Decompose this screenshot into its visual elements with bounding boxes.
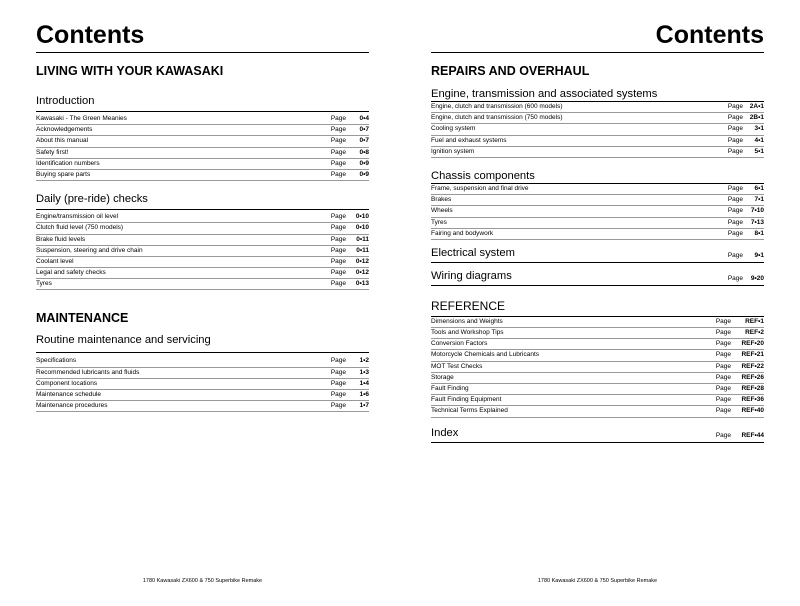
page-footer: 1780 Kawasaki ZX600 & 750 Superbike Remake bbox=[537, 578, 658, 584]
page-word: Page bbox=[715, 351, 731, 359]
page-word: Page bbox=[715, 431, 731, 439]
toc-entry-label: Brake fluid levels bbox=[36, 235, 86, 243]
toc-entry[interactable] bbox=[36, 401, 369, 412]
toc-entry[interactable] bbox=[36, 223, 369, 234]
page-number: 1•2 bbox=[359, 357, 369, 365]
page-number: 0•12 bbox=[355, 257, 369, 265]
page-footer: 1780 Kawasaki ZX600 & 750 Superbike Remake bbox=[142, 578, 263, 584]
group-divider bbox=[36, 209, 369, 210]
toc-list-maintenance bbox=[36, 356, 369, 412]
toc-entry-label: Engine, clutch and transmission (600 models) bbox=[431, 103, 563, 110]
group-title-daily-checks: Daily (pre-ride) checks bbox=[36, 193, 148, 206]
toc-entry-label: Suspension, steering and drive chain bbox=[36, 246, 143, 254]
toc-list-introduction bbox=[36, 114, 369, 181]
toc-entry-label: Clutch fluid level (750 models) bbox=[36, 224, 124, 232]
toc-entry[interactable] bbox=[36, 235, 369, 246]
page-number: 0•11 bbox=[356, 246, 369, 254]
page-number: 7•1 bbox=[754, 196, 764, 204]
page-word: Page bbox=[727, 184, 743, 192]
page-number: 3•1 bbox=[754, 125, 764, 133]
page-number: 5•1 bbox=[754, 147, 764, 155]
toc-entry-label: About this manual bbox=[36, 137, 89, 145]
toc-list-engine bbox=[431, 102, 764, 158]
page-word: Page bbox=[715, 362, 731, 370]
toc-entry-label: Frame, suspension and final drive bbox=[431, 184, 529, 192]
toc-entry-label: Brakes bbox=[431, 196, 452, 204]
page-number: 0•10 bbox=[355, 224, 369, 232]
toc-entry[interactable] bbox=[431, 184, 764, 195]
group-title-electrical: Electrical system bbox=[431, 246, 515, 259]
page-word: Page bbox=[330, 246, 346, 254]
page-number: 6•1 bbox=[754, 184, 764, 192]
page-word: Page bbox=[715, 317, 731, 325]
group-divider bbox=[431, 442, 764, 443]
toc-entry-label: Recommended lubricants and fluids bbox=[36, 368, 140, 376]
group-divider bbox=[431, 262, 764, 263]
page-word: Page bbox=[715, 329, 731, 337]
toc-entry-label: Tyres bbox=[431, 218, 447, 226]
group-divider bbox=[36, 352, 369, 353]
toc-entry-label: Dimensions and Weights bbox=[431, 317, 503, 325]
page-number: 2A•1 bbox=[749, 103, 764, 110]
section-heading-maintenance: MAINTENANCE bbox=[36, 311, 129, 326]
page-word: Page bbox=[330, 224, 346, 232]
toc-entry-label: MOT Test Checks bbox=[431, 362, 483, 370]
toc-entry-label: Fairing and bodywork bbox=[431, 229, 494, 237]
page-word: Page bbox=[330, 269, 346, 277]
toc-entry-label: Ignition system bbox=[431, 147, 475, 155]
toc-entry[interactable] bbox=[431, 113, 764, 124]
page-number: 7•13 bbox=[750, 218, 764, 226]
toc-entry[interactable] bbox=[431, 195, 764, 206]
toc-entry-label: Legal and safety checks bbox=[36, 269, 106, 277]
toc-entry-label: Safety first! bbox=[36, 148, 69, 156]
toc-entry[interactable] bbox=[36, 170, 369, 181]
page-word: Page bbox=[715, 373, 731, 381]
toc-entry-label: Conversion Factors bbox=[431, 340, 488, 348]
toc-list-reference bbox=[431, 317, 764, 418]
toc-entry-label: Engine, clutch and transmission (750 models) bbox=[431, 114, 563, 122]
page-title: Contents bbox=[36, 21, 145, 49]
page-number: 2B•1 bbox=[749, 114, 764, 122]
toc-entry[interactable] bbox=[36, 212, 369, 223]
page-number: REF•1 bbox=[745, 317, 764, 325]
page-number: 0•12 bbox=[355, 269, 369, 277]
toc-entry[interactable] bbox=[36, 268, 369, 279]
toc-entry-label: Kawasaki - The Green Meanies bbox=[36, 115, 127, 122]
toc-entry[interactable] bbox=[431, 136, 764, 147]
toc-entry-label: Maintenance procedures bbox=[36, 402, 108, 410]
toc-entry-index[interactable] bbox=[431, 426, 764, 442]
toc-entry[interactable] bbox=[36, 279, 369, 290]
page-word: Page bbox=[727, 125, 743, 133]
toc-entry-label: Wheels bbox=[431, 207, 453, 215]
page-word: Page bbox=[330, 115, 346, 122]
page-number: REF•28 bbox=[741, 385, 764, 392]
toc-entry[interactable] bbox=[431, 317, 764, 328]
page-word: Page bbox=[330, 126, 346, 134]
page-word: Page bbox=[727, 114, 743, 122]
toc-entry-electrical[interactable] bbox=[431, 246, 764, 262]
page-number: 0•8 bbox=[359, 148, 369, 156]
section-heading-repairs: REPAIRS AND OVERHAUL bbox=[431, 64, 590, 78]
toc-entry-label: Technical Terms Explained bbox=[431, 407, 508, 415]
toc-entry-label: Specifications bbox=[36, 357, 77, 365]
page-number: REF•2 bbox=[745, 329, 764, 337]
toc-entry[interactable] bbox=[431, 124, 764, 135]
page-word: Page bbox=[715, 396, 731, 404]
toc-entry[interactable] bbox=[431, 395, 764, 406]
toc-entry[interactable] bbox=[431, 339, 764, 350]
group-title-reference: REFERENCE bbox=[431, 298, 506, 313]
page-word: Page bbox=[330, 235, 346, 243]
page-word: Page bbox=[330, 148, 346, 156]
toc-entry-label: Acknowledgements bbox=[36, 126, 93, 134]
toc-entry-label: Buying spare parts bbox=[36, 170, 91, 178]
toc-entry-label: Maintenance schedule bbox=[36, 391, 102, 398]
toc-list-chassis bbox=[431, 184, 764, 240]
page-number: 8•1 bbox=[754, 229, 764, 237]
page-word: Page bbox=[727, 196, 743, 204]
toc-entry[interactable] bbox=[431, 384, 764, 395]
toc-entry[interactable] bbox=[431, 218, 764, 229]
page-number: 1•4 bbox=[359, 379, 369, 387]
page-number: 0•7 bbox=[359, 137, 369, 145]
page-number: 1•6 bbox=[359, 391, 369, 398]
page-word: Page bbox=[727, 136, 743, 144]
page-word: Page bbox=[330, 280, 346, 288]
toc-list-daily-checks bbox=[36, 212, 369, 290]
page-number: 0•4 bbox=[359, 115, 369, 122]
page-number: 0•10 bbox=[355, 213, 369, 221]
page-word: Page bbox=[727, 251, 743, 259]
toc-entry[interactable] bbox=[431, 373, 764, 384]
title-divider bbox=[36, 52, 369, 53]
page-number: 1•7 bbox=[359, 402, 369, 410]
toc-entry[interactable] bbox=[431, 406, 764, 417]
group-divider bbox=[431, 285, 764, 286]
page-word: Page bbox=[330, 368, 346, 376]
group-divider bbox=[36, 111, 369, 112]
toc-entry-label: Fuel and exhaust systems bbox=[431, 136, 507, 144]
toc-entry[interactable] bbox=[36, 356, 369, 367]
page-word: Page bbox=[330, 379, 346, 387]
page-number: 9•1 bbox=[754, 251, 764, 259]
page-number: 0•11 bbox=[356, 235, 369, 243]
toc-entry-label: Tyres bbox=[36, 280, 52, 288]
page-word: Page bbox=[330, 170, 346, 178]
page-number: 4•1 bbox=[754, 136, 764, 144]
toc-entry-wiring[interactable] bbox=[431, 269, 764, 285]
group-title-engine: Engine, transmission and associated systems bbox=[431, 88, 658, 100]
title-divider bbox=[431, 52, 764, 53]
toc-entry[interactable] bbox=[36, 246, 369, 257]
page-word: Page bbox=[727, 218, 743, 226]
page-word: Page bbox=[715, 340, 731, 348]
page-word: Page bbox=[727, 147, 743, 155]
page-number: REF•44 bbox=[741, 431, 764, 439]
toc-entry-label: Fault Finding bbox=[431, 385, 469, 392]
page-number: REF•22 bbox=[741, 362, 764, 370]
page-word: Page bbox=[330, 213, 346, 221]
page-word: Page bbox=[330, 137, 346, 145]
page-number: REF•20 bbox=[741, 340, 764, 348]
page-number: REF•21 bbox=[741, 351, 764, 359]
toc-entry-label: Motorcycle Chemicals and Lubricants bbox=[431, 351, 540, 359]
page-word: Page bbox=[727, 103, 743, 110]
toc-entry[interactable] bbox=[36, 136, 369, 147]
page-word: Page bbox=[715, 407, 731, 415]
toc-entry[interactable] bbox=[431, 147, 764, 158]
section-heading-living: LIVING WITH YOUR KAWASAKI bbox=[36, 64, 224, 78]
toc-entry-label: Cooling system bbox=[431, 125, 476, 133]
page-number: 0•7 bbox=[359, 126, 369, 134]
toc-entry-label: Identification numbers bbox=[36, 159, 100, 167]
toc-entry-label: Tools and Workshop Tips bbox=[431, 329, 504, 337]
group-title-introduction: Introduction bbox=[36, 95, 95, 107]
toc-entry[interactable] bbox=[431, 102, 764, 113]
right-page bbox=[431, 0, 764, 606]
toc-entry[interactable] bbox=[36, 257, 369, 268]
toc-entry[interactable] bbox=[36, 114, 369, 125]
toc-entry-label: Coolant level bbox=[36, 257, 74, 265]
page-word: Page bbox=[330, 402, 346, 410]
page-word: Page bbox=[330, 391, 346, 398]
page-word: Page bbox=[727, 229, 743, 237]
toc-entry-label: Storage bbox=[431, 373, 454, 381]
page-word: Page bbox=[727, 274, 743, 282]
group-title-chassis: Chassis components bbox=[431, 169, 535, 182]
page-number: 0•9 bbox=[359, 170, 369, 178]
toc-entry-label: Component locations bbox=[36, 379, 98, 387]
toc-entry-label: Engine/transmission oil level bbox=[36, 213, 119, 221]
page-word: Page bbox=[330, 159, 346, 167]
page-word: Page bbox=[715, 385, 731, 392]
toc-entry[interactable] bbox=[431, 328, 764, 339]
page-word: Page bbox=[727, 207, 743, 215]
toc-entry[interactable] bbox=[431, 229, 764, 240]
page-word: Page bbox=[330, 357, 346, 365]
toc-entry[interactable] bbox=[36, 368, 369, 379]
group-title-wiring: Wiring diagrams bbox=[431, 269, 512, 282]
toc-entry[interactable] bbox=[431, 362, 764, 373]
page-word: Page bbox=[330, 257, 346, 265]
page-number: REF•36 bbox=[741, 396, 764, 404]
toc-entry[interactable] bbox=[36, 390, 369, 401]
page-number: REF•40 bbox=[741, 407, 764, 415]
page-number: 0•13 bbox=[355, 280, 369, 288]
toc-entry[interactable] bbox=[36, 125, 369, 136]
group-title-routine-maintenance: Routine maintenance and servicing bbox=[36, 334, 211, 347]
group-title-index: Index bbox=[431, 426, 459, 439]
toc-entry[interactable] bbox=[431, 350, 764, 361]
page-number: REF•26 bbox=[741, 373, 764, 381]
toc-entry[interactable] bbox=[431, 206, 764, 217]
toc-entry[interactable] bbox=[36, 159, 369, 170]
toc-entry[interactable] bbox=[36, 379, 369, 390]
page-number: 0•9 bbox=[359, 159, 369, 167]
left-page bbox=[36, 0, 369, 606]
page-title: Contents bbox=[655, 21, 764, 49]
page-number: 9•20 bbox=[750, 274, 764, 282]
toc-entry-label: Fault Finding Equipment bbox=[431, 396, 502, 404]
page-number: 1•3 bbox=[359, 368, 369, 376]
toc-entry[interactable] bbox=[36, 148, 369, 159]
page-number: 7•10 bbox=[750, 207, 764, 215]
